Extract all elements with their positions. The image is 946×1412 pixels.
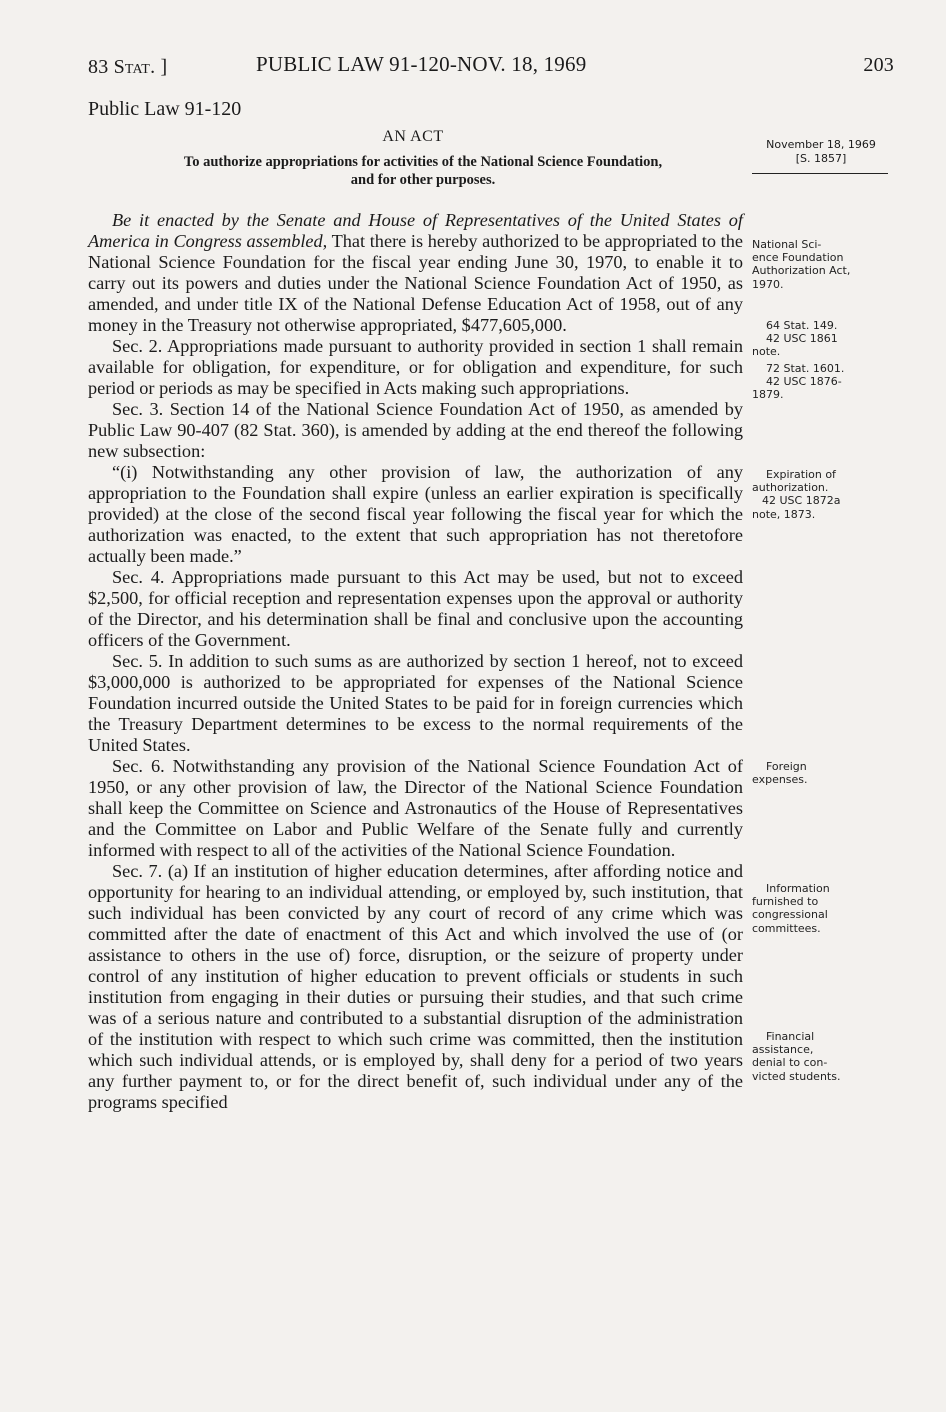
section-4: Sec. 4. Appropriations made pursuant to this Act may be used, but not to exceed $2,500, for official reception and representation expenses upon the approval or authority of the Director, and his determination shall be final and conclusive upon the accounting officers of the Government. <box>88 567 743 650</box>
section-5: Sec. 5. In addition to such sums as are authorized by section 1 hereof, not to exceed $3,000,000 is authorized to be appropriated for expenses of the National Science Foundation incurred outside the United States to be paid for in foreign currencies which the Treasury Department determines to be excess to the normal requirements of the United States. <box>88 651 743 755</box>
running-head <box>88 52 894 82</box>
section-3: Sec. 3. Section 14 of the National Science Foundation Act of 1950, as amended by Public Law 90-407 (82 Stat. 360), is amended by adding at the end thereof the following new subsection: <box>88 399 743 461</box>
bill-number: [S. 1857] <box>795 152 847 165</box>
margin-note-expiration: Expiration of authorization. 42 USC 1872a note, 1873. <box>752 468 841 521</box>
margin-note-short-title: National Sci- ence Foundation Authorization Act, 1970. <box>752 238 851 291</box>
page-number: 203 <box>863 54 894 76</box>
section-6: Sec. 6. Notwithstanding any provision of the National Science Foundation Act of 1950, or any other provision of law, the Director of the National Science Foundation shall keep the Committee on Science and Astronautics of the House of Representatives and the Committee on Labor and Public Welfare of the Senate fully and currently informed with respect to all of the activities of the National Science Foundation. <box>88 756 743 860</box>
volume-reference: 83 Stat. ] <box>88 56 168 78</box>
section-7: Sec. 7. (a) If an institution of higher education determines, after affording notice and opportunity for hearing to an individual attending, or employed by, such institution, that such individual has been convicted by any court of record of any crime which was committed after the date of enactment of this Act and which involved the use of (or assistance to others in the use of) force, disruption, or the seizure of property under control of any institution of higher education to prevent officials or students in such institution from engaging in their duties or pursuing their studies, and that such crime was of a serious nature and contributed to a substantial disruption of the administration of the institution with respect to which such crime was committed, then the institution which such individual attends, or is employed by, shall deny for a period of two years any further payment to, or for the direct benefit of, such individual under any of the programs specified <box>88 861 743 1112</box>
section-2: Sec. 2. Appropriations made pursuant to authority provided in section 1 shall remain available for obligation, for expenditure, or for obligation and expenditure, for such period or periods as may be specified in Acts making such appropriations. <box>88 336 743 398</box>
margin-note-financial-assistance: Financial assistance, denial to con- victed students. <box>752 1030 841 1083</box>
law-header: PUBLIC LAW 91-120-NOV. 18, 1969 <box>256 52 587 76</box>
act-subtitle: To authorize appropriations for activities of the National Science Foundation, and for other purposes. <box>183 154 663 188</box>
section-3-subsection-i: “(i) Notwithstanding any other provision of law, the authorization of any appropriation to the Foundation shall expire (unless an earlier expiration is specifically provided) at the close of the second fiscal year following the fiscal year for which the authorization was enacted, to the extent that such appropriation has not theretofore actually been made.” <box>88 462 743 566</box>
margin-note-foreign-expenses: Foreign expenses. <box>752 760 808 787</box>
date-block <box>752 138 890 166</box>
enactment-date: November 18, 1969 <box>766 138 876 151</box>
margin-note-citations: 64 Stat. 149. 42 USC 1861 note. 72 Stat. 1601. 42 USC 1876- 1879. <box>752 319 845 402</box>
margin-note-information: Information furnished to congressional committees. <box>752 882 830 935</box>
act-heading: AN ACT <box>382 128 444 145</box>
date-rule <box>752 173 888 174</box>
enacting-clause: Be it enacted by the Senate and House of Representatives of the United States of America in Congress assembled, That there is hereby authorized to be appropriated to the National Science Foundation for the fiscal year ending June 30, 1970, to enable it to carry out its powers and duties under the National Science Foundation Act of 1950, as amended, and under title IX of the National Defense Education Act of 1958, out of any money in the Treasury not otherwise appropriated, $477,605,000. <box>88 210 743 335</box>
act-body <box>88 210 743 1113</box>
law-title: Public Law 91-120 <box>88 98 242 120</box>
